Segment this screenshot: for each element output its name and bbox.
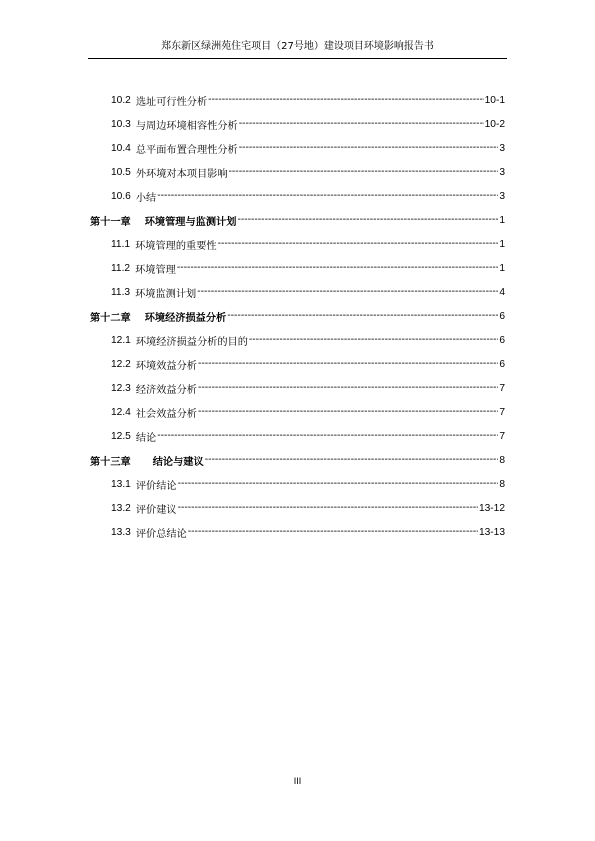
toc-entry-page: 3 <box>499 166 505 178</box>
toc-dot-leader <box>157 429 498 443</box>
toc-dot-leader <box>218 237 499 251</box>
toc-dot-leader <box>197 285 498 299</box>
toc-entry-title: 环境管理与监测计划 <box>144 215 237 228</box>
toc-entry-title: 环境监测计划 <box>135 288 197 300</box>
toc-section-entry[interactable] <box>111 237 505 251</box>
toc-chapter-entry[interactable] <box>90 453 505 467</box>
toc-entry-number: 13.3 <box>111 526 131 538</box>
toc-entry-title: 评价建议 <box>135 504 177 516</box>
toc-section-entry[interactable] <box>111 261 505 275</box>
header-title: 郑东新区绿洲苑住宅项目（27号地）建设项目环境影响报告书 <box>161 41 434 52</box>
toc-entry-page: 13-13 <box>478 526 505 538</box>
toc-entry-page: 3 <box>499 142 505 154</box>
page-number: III <box>293 776 302 786</box>
running-header <box>88 41 507 59</box>
toc-entry-title: 外环境对本项目影响 <box>135 168 228 180</box>
toc-dot-leader <box>178 501 478 515</box>
toc-entry-page: 6 <box>499 334 505 346</box>
toc-dot-leader <box>227 309 498 323</box>
toc-entry-page: 7 <box>499 382 505 394</box>
toc-entry-number: 第十二章 <box>90 312 131 324</box>
toc-entry-number: 12.3 <box>111 382 131 394</box>
toc-entry-page: 13-12 <box>478 502 505 514</box>
toc-entry-title: 环境经济损益分析的目的 <box>135 336 248 348</box>
toc-section-entry[interactable] <box>111 285 505 299</box>
toc-entry-page: 10-2 <box>484 118 505 130</box>
toc-entry-title: 评价结论 <box>135 480 177 492</box>
toc-entry-number: 12.1 <box>111 334 131 346</box>
toc-entry-number: 12.4 <box>111 406 131 418</box>
toc-entry-number: 10.3 <box>111 118 131 130</box>
toc-entry-title: 环境管理的重要性 <box>135 240 217 252</box>
toc-section-entry[interactable] <box>111 357 505 371</box>
toc-entry-title: 社会效益分析 <box>135 408 197 420</box>
toc-entry-page: 1 <box>499 238 505 250</box>
toc-entry-page: 1 <box>499 262 505 274</box>
toc-dot-leader <box>178 477 499 491</box>
toc-entry-page: 6 <box>499 358 505 370</box>
toc-dot-leader <box>249 333 498 347</box>
toc-section-entry[interactable] <box>111 165 505 179</box>
toc-entry-number: 10.6 <box>111 190 131 202</box>
toc-entry-page: 6 <box>499 310 505 322</box>
toc-entry-page: 7 <box>499 430 505 442</box>
toc-entry-title: 结论与建议 <box>152 455 204 468</box>
toc-entry-title: 与周边环境相容性分析 <box>135 120 238 132</box>
toc-entry-page: 10-1 <box>484 94 505 106</box>
toc-section-entry[interactable] <box>111 93 505 107</box>
toc-entry-number: 10.4 <box>111 142 131 154</box>
toc-entry-page: 8 <box>499 454 505 466</box>
toc-entry-number: 第十三章 <box>90 456 131 468</box>
toc-dot-leader <box>198 381 498 395</box>
toc-section-entry[interactable] <box>111 117 505 131</box>
toc-entry-page: 4 <box>499 286 505 298</box>
toc-chapter-entry[interactable] <box>90 213 505 227</box>
toc-entry-number: 11.2 <box>111 262 131 274</box>
toc-dot-leader <box>177 261 499 275</box>
toc-entry-number: 13.1 <box>111 478 131 490</box>
toc-chapter-entry[interactable] <box>90 309 505 323</box>
toc-entry-title: 环境管理 <box>135 264 176 276</box>
toc-entry-title: 结论 <box>135 432 157 444</box>
toc-section-entry[interactable] <box>111 189 505 203</box>
toc-entry-title: 评价总结论 <box>135 528 187 540</box>
toc-section-entry[interactable] <box>111 501 505 515</box>
toc-section-entry[interactable] <box>111 333 505 347</box>
toc-entry-number: 12.5 <box>111 430 131 442</box>
toc-entry-number: 第十一章 <box>90 216 131 228</box>
toc-entry-title: 选址可行性分析 <box>135 96 208 108</box>
toc-entry-title: 经济效益分析 <box>135 384 197 396</box>
toc-entry-number: 11.3 <box>111 286 131 298</box>
toc-dot-leader <box>188 525 478 539</box>
toc-dot-leader <box>198 405 498 419</box>
toc-entry-number: 10.5 <box>111 166 131 178</box>
toc-dot-leader <box>237 213 498 227</box>
toc-section-entry[interactable] <box>111 141 505 155</box>
toc-section-entry[interactable] <box>111 405 505 419</box>
toc-dot-leader <box>239 117 484 131</box>
toc-entry-page: 1 <box>499 214 505 226</box>
toc-dot-leader <box>198 357 498 371</box>
toc-dot-leader <box>239 141 499 155</box>
toc-entry-page: 8 <box>499 478 505 490</box>
toc-entry-page: 7 <box>499 406 505 418</box>
toc-section-entry[interactable] <box>111 525 505 539</box>
toc-dot-leader <box>229 165 499 179</box>
toc-entry-title: 总平面布置合理性分析 <box>135 144 238 156</box>
toc-entry-title: 环境经济损益分析 <box>144 311 227 324</box>
toc-section-entry[interactable] <box>111 381 505 395</box>
toc-dot-leader <box>205 453 499 467</box>
toc-entry-number: 11.1 <box>111 238 131 250</box>
toc-dot-leader <box>208 93 483 107</box>
toc-entry-page: 3 <box>499 190 505 202</box>
toc-dot-leader <box>157 189 498 203</box>
toc-entry-number: 12.2 <box>111 358 131 370</box>
toc-section-entry[interactable] <box>111 429 505 443</box>
toc-entry-title: 环境效益分析 <box>135 360 197 372</box>
toc-section-entry[interactable] <box>111 477 505 491</box>
toc-entry-title: 小结 <box>135 192 157 204</box>
toc-entry-number: 13.2 <box>111 502 131 514</box>
toc-entry-number: 10.2 <box>111 94 131 106</box>
